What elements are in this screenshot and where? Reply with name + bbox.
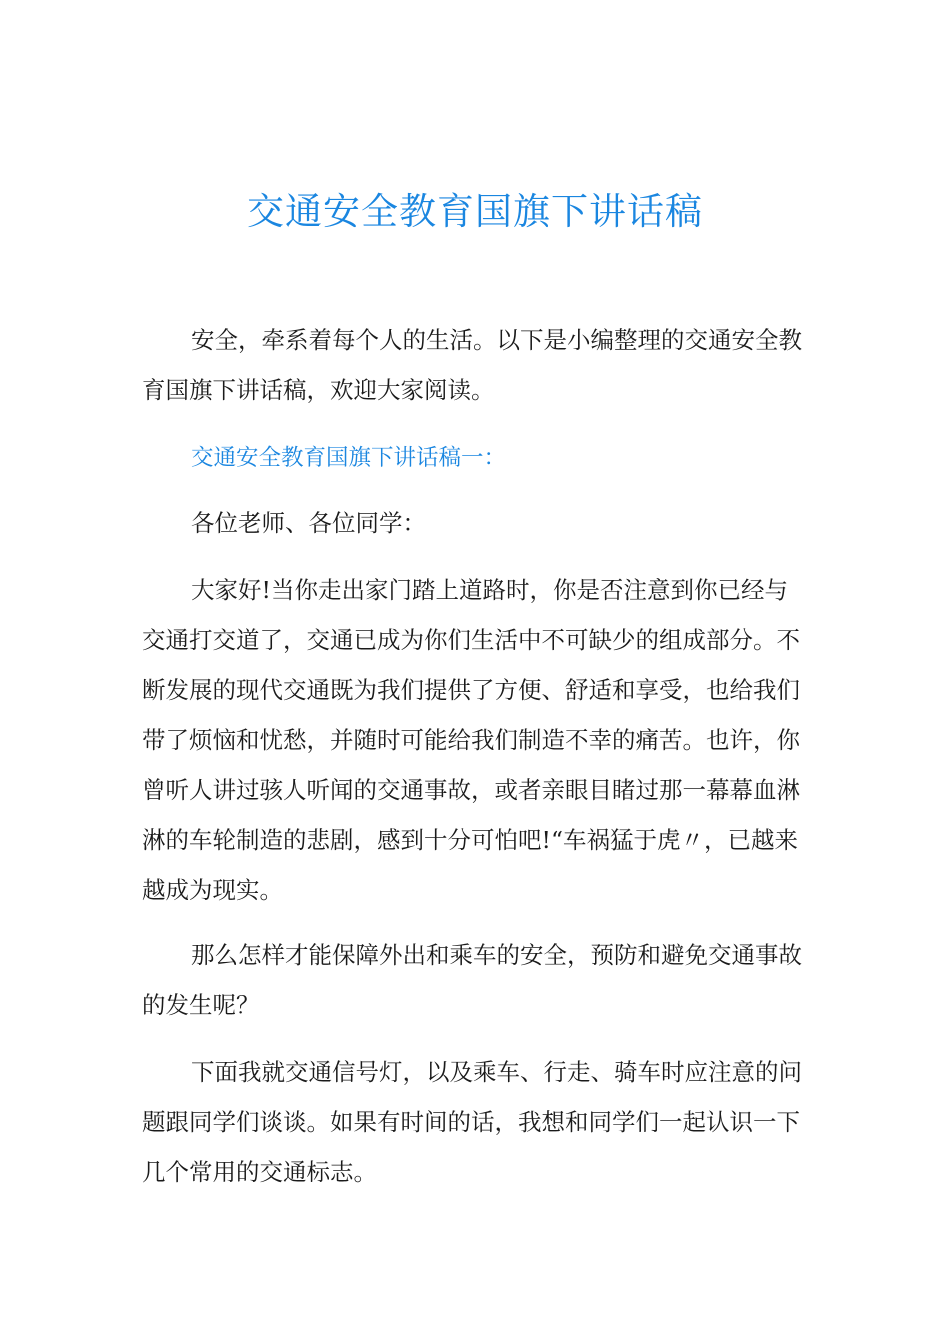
body-paragraph-1: 大家好!当你走出家门踏上道路时，你是否注意到你已经与交通打交道了，交通已成为你们生活中不可缺少的组成部分。不断发展的现代交通既为我们提供了方便、舒适和享受，也给我们带了烦恼和忧愁，并随时可能给我们制造不幸的痛苦。也许，你曾听人讲过骇人听闻的交通事故，或者亲眼目睹过那一幕幕血淋淋的车轮制造的悲剧，感到十分可怕吧!“车祸猛于虎〃，已越来越成为现实。	[142, 576, 800, 904]
body-paragraph-2: 那么怎样才能保障外出和乘车的安全，预防和避免交通事故的发生呢？	[142, 941, 802, 1019]
greeting-paragraph: 各位老师、各位同学：	[191, 509, 426, 537]
intro-paragraph: 安全，牵系着每个人的生活。以下是小编整理的交通安全教育国旗下讲话稿，欢迎大家阅读。	[142, 326, 802, 404]
document-title: 交通安全教育国旗下讲话稿	[247, 190, 703, 233]
section-subtitle: 交通安全教育国旗下讲话稿一：	[191, 445, 507, 471]
body-paragraph-3: 下面我就交通信号灯，以及乘车、行走、骑车时应注意的问题跟同学们谈谈。如果有时间的话，我想和同学们一起认识一下几个常用的交通标志。	[142, 1058, 802, 1186]
